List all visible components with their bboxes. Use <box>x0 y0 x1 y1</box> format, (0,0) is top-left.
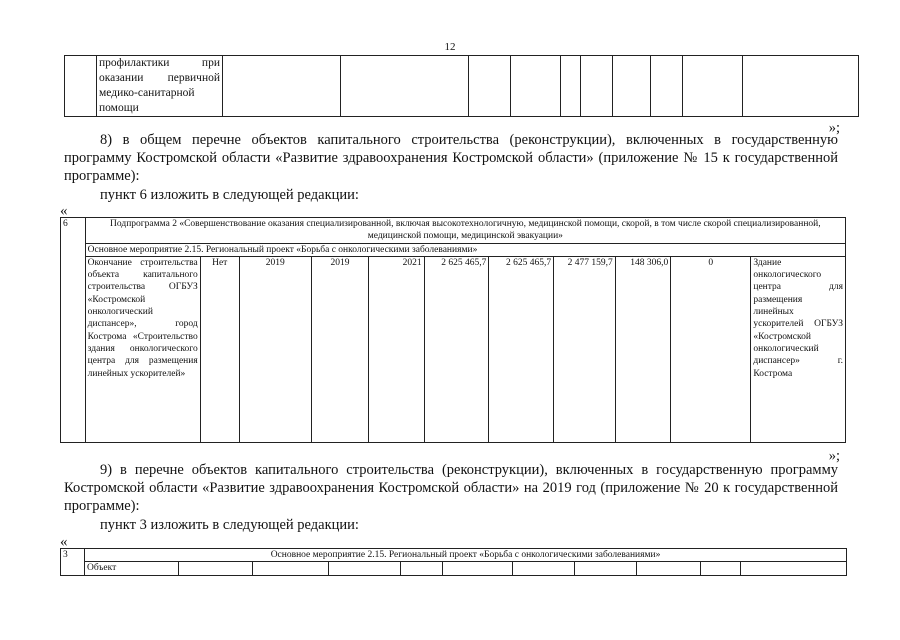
page-number: 12 <box>444 41 456 53</box>
table-cell <box>329 562 401 576</box>
table-point-3 <box>60 548 847 576</box>
row-number: 3 <box>61 549 85 576</box>
top-table-cell <box>469 56 511 117</box>
paragraph-9: 9) в перечне объектов капитального строительства (реконструкции), включенных в государственную программу Костромской области «Развитие здравоохранения Костромской области» на 2019 год (приложение № 20 к государственной программе): <box>64 462 838 514</box>
value-cell: Нет <box>200 256 239 442</box>
opening-quote-2: « <box>60 534 68 550</box>
point-3-instruction: пункт 3 изложить в следующей редакции: <box>100 517 359 533</box>
top-table-cell <box>683 56 743 117</box>
closing-quote-1: »; <box>828 120 840 136</box>
top-table-cell <box>223 56 341 117</box>
table-cell <box>401 562 443 576</box>
value-cell: 2019 <box>239 256 311 442</box>
table-cell <box>179 562 253 576</box>
object-label: Объект <box>85 562 179 576</box>
value-cell: 148 306,0 <box>615 256 670 442</box>
top-table-cell <box>743 56 859 117</box>
value-cell: 2019 <box>311 256 369 442</box>
table-cell <box>637 562 701 576</box>
table-cell <box>443 562 513 576</box>
table-cell <box>701 562 741 576</box>
top-table-cell <box>581 56 613 117</box>
value-cell: 2 477 159,7 <box>554 256 616 442</box>
top-table <box>64 55 859 117</box>
subprogram-title: Подпрограмма 2 «Совершенствование оказания специализированной, включая высокотехнологичную, медицинской помощи, скорой, в том числе скорой специализированной, медицинской помощи, медицинской эвакуации» <box>85 218 845 244</box>
main-event-title: Основное мероприятие 2.15. Региональный проект «Борьба с онкологическими заболеваниями» <box>85 549 847 562</box>
value-cell: 2021 <box>369 256 424 442</box>
top-table-cell <box>651 56 683 117</box>
top-table-cell <box>65 56 97 117</box>
top-table-cell <box>613 56 651 117</box>
table-cell <box>253 562 329 576</box>
table-cell <box>513 562 575 576</box>
top-table-text-cell: профилактики при оказании первичной медико-санитарной помощи <box>97 56 223 117</box>
top-table-cell <box>341 56 469 117</box>
row-number: 6 <box>61 218 86 443</box>
result-description: Здание онкологического центра для размещения линейных ускорителей ОГБУЗ «Костромской онкологический диспансер» г. Кострома <box>751 256 846 442</box>
value-cell: 0 <box>671 256 751 442</box>
main-event-title: Основное мероприятие 2.15. Региональный проект «Борьба с онкологическими заболеваниями» <box>85 243 845 256</box>
top-table-cell <box>561 56 581 117</box>
table-point-6 <box>60 217 846 443</box>
object-description: Окончание строительства объекта капитального строительства ОГБУЗ «Костромской онкологический диспансер», город Кострома «Строительство здания онкологического центра для размещения линейных ускорителей» <box>85 256 200 442</box>
point-6-instruction: пункт 6 изложить в следующей редакции: <box>100 187 359 203</box>
value-cell: 2 625 465,7 <box>489 256 554 442</box>
value-cell: 2 625 465,7 <box>424 256 489 442</box>
paragraph-8: 8) в общем перечне объектов капитального строительства (реконструкции), включенных в государственную программу Костромской области «Развитие здравоохранения Костромской области» (приложение № 15 к государственной программе): <box>64 132 838 184</box>
closing-quote-2: »; <box>828 448 840 464</box>
opening-quote-1: « <box>60 203 68 219</box>
table-cell <box>741 562 847 576</box>
top-table-cell <box>511 56 561 117</box>
table-cell <box>575 562 637 576</box>
